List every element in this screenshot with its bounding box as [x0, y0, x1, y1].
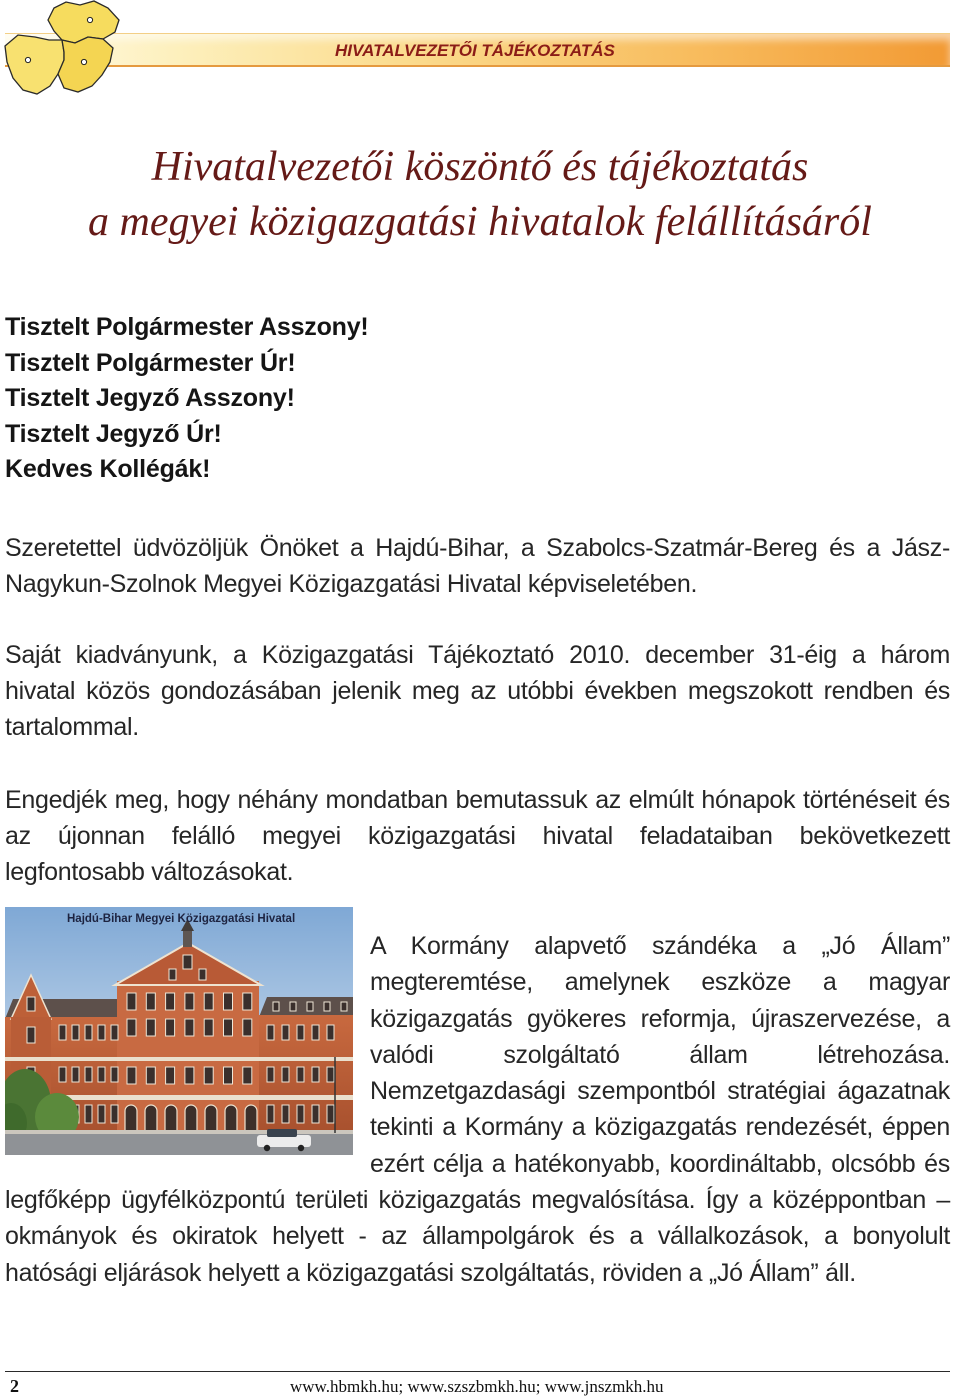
building-window [185, 1019, 194, 1036]
page-number: 2 [10, 1376, 19, 1396]
link-separator: ; [398, 1377, 408, 1396]
welcome-paragraph: Szeretettel üdvözöljük Önöket a Hajdú-Bihar, a Szabolcs-Szatmár-Bereg és a Jász-Nagykun-Szolnok Megyei Közigazgatási Hivatal képviseletében. [5, 534, 950, 598]
building-window [85, 1105, 92, 1123]
salutation-line: Tisztelt Jegyző Asszony! [5, 384, 295, 412]
building-window [243, 1019, 252, 1036]
title-line-2: a megyei közigazgatási hivatalok felállításáról [88, 199, 872, 245]
building-window [72, 1025, 79, 1040]
salutation-line: Tisztelt Polgármester Asszony! [5, 313, 369, 341]
car-wheel [298, 1145, 304, 1151]
closing-paragraph: A Kormány alapvető szándéka a „Jó Állam” megteremtése, amelynek eszköze a magyar közigazgatás gyökeres reformja, újraszervezése, a valódi szolgáltató állam létrehozása. Nemzetgazdasági szempontból stratégiai ágazatnak tekinti a Kormány a közigazgatás rendezését, éppen ezért célja a hatékonyabb, koordináltabb, olcsóbb és legfőképp ügyfélközpontú területi közigazgatás megvalósítása. Így a középpontban – okmányok és okiratok helyett - az állampolgárok és a vállalkozások, a bonyolult hatósági eljárások helyett a közigazgatási szolgáltatás, röviden a „Jó Állam” áll. [5, 932, 950, 1287]
map-city-dot [25, 57, 30, 62]
building-window [312, 1067, 319, 1082]
building-window [243, 1067, 252, 1084]
building-window [166, 1067, 175, 1084]
building-window [111, 1105, 118, 1123]
building-window [204, 1019, 213, 1036]
building-window [282, 1025, 289, 1040]
building-window [224, 1019, 233, 1036]
page-title [0, 140, 960, 250]
building-window [243, 993, 252, 1010]
building-window [282, 1067, 289, 1082]
building-window [169, 969, 176, 980]
building-window [27, 1027, 35, 1043]
building-window [85, 1067, 92, 1082]
publication-paragraph: Saját kiadványunk, a Közigazgatási Tájékoztató 2010. december 31-éig a három hivatal közös gondozásában jelenik meg az utóbbi években megszokott rendben és tartalommal. [5, 641, 950, 741]
footer-links [290, 1377, 664, 1397]
arcade-arch [125, 1105, 137, 1131]
building-window [59, 1025, 66, 1040]
building-window [282, 1105, 289, 1123]
building-window [146, 1019, 155, 1036]
building-window [297, 1025, 304, 1040]
building-window [166, 993, 175, 1010]
salutation-line: Tisztelt Jegyző Úr! [5, 419, 222, 448]
building-window [111, 1025, 118, 1040]
car-window [267, 1129, 297, 1137]
building-window [327, 1067, 334, 1082]
building-window [297, 1105, 304, 1123]
building-window [146, 1067, 155, 1084]
map-city-dot [81, 59, 86, 64]
building-window [327, 1025, 334, 1040]
building-window [98, 1067, 105, 1082]
building-window [72, 1067, 79, 1082]
building-window [267, 1105, 274, 1123]
arcade-arch [165, 1105, 177, 1131]
building-window [127, 1067, 136, 1084]
building-window [267, 1067, 274, 1082]
building-window [183, 955, 192, 969]
salutation-list [5, 310, 369, 488]
footer-link-jnszmkh[interactable]: www.jnszmkh.hu [544, 1377, 664, 1396]
sidewalk [5, 1130, 353, 1134]
building-window [85, 1025, 92, 1040]
building-window [98, 1105, 105, 1123]
footer-rule [5, 1371, 950, 1372]
building-window [185, 993, 194, 1010]
building-window [166, 1019, 175, 1036]
building-window [98, 1025, 105, 1040]
building-window [341, 1002, 347, 1011]
map-region-west [5, 35, 64, 94]
building-window [307, 1002, 313, 1011]
overview-paragraph: Engedjék meg, hogy néhány mondatban bemutassuk az elmúlt hónapok történéseit és az újonnan felálló megyei közigazgatási hivatal feladataiban bekövetkezett legfontosabb változásokat. [5, 786, 950, 886]
map-region-north [48, 1, 119, 43]
building-window [273, 1002, 279, 1011]
tower [183, 929, 192, 947]
building-window [111, 1067, 118, 1082]
stone-band [5, 1057, 353, 1061]
building-window [185, 1067, 194, 1084]
building-photo-graphic [5, 907, 353, 1155]
header-banner [5, 33, 950, 67]
building-window [324, 1002, 330, 1011]
footer-link-szszbmkh[interactable]: www.szszbmkh.hu [407, 1377, 536, 1396]
building-window [204, 993, 213, 1010]
county-map-icon [2, 0, 122, 96]
arcade-arch [205, 1105, 217, 1131]
footer-link-hbmkh[interactable]: www.hbmkh.hu [290, 1377, 399, 1396]
arcade-arch [145, 1105, 157, 1131]
map-city-dot [87, 17, 92, 22]
car-wheel [264, 1145, 270, 1151]
building-window [327, 1105, 334, 1123]
building-window [204, 1067, 213, 1084]
banner-title: HIVATALVEZETŐI TÁJÉKOZTATÁS [335, 41, 615, 60]
salutation-line: Kedves Kollégák! [5, 455, 211, 483]
photo-caption: Hajdú-Bihar Megyei Közigazgatási Hivatal [67, 913, 296, 925]
building-window [267, 1025, 274, 1040]
arcade-arch [245, 1105, 257, 1131]
building-window [146, 993, 155, 1010]
building-window [224, 1067, 233, 1084]
salutation-line: Tisztelt Polgármester Úr! [5, 348, 296, 377]
building-window [127, 1019, 136, 1036]
building-window [59, 1067, 66, 1082]
building-window [290, 1002, 296, 1011]
building-window [199, 969, 206, 980]
office-building-photo [5, 907, 353, 1155]
title-line-1: Hivatalvezetői köszöntő és tájékoztatás [151, 144, 809, 190]
building-window [27, 997, 35, 1011]
building-window [297, 1067, 304, 1082]
closing-section [5, 913, 950, 1291]
link-separator: ; [535, 1377, 545, 1396]
building-window [312, 1025, 319, 1040]
building-window [127, 993, 136, 1010]
arcade-arch [225, 1105, 237, 1131]
building-window [312, 1105, 319, 1123]
building-window [224, 993, 233, 1010]
arcade-arch [185, 1105, 197, 1131]
